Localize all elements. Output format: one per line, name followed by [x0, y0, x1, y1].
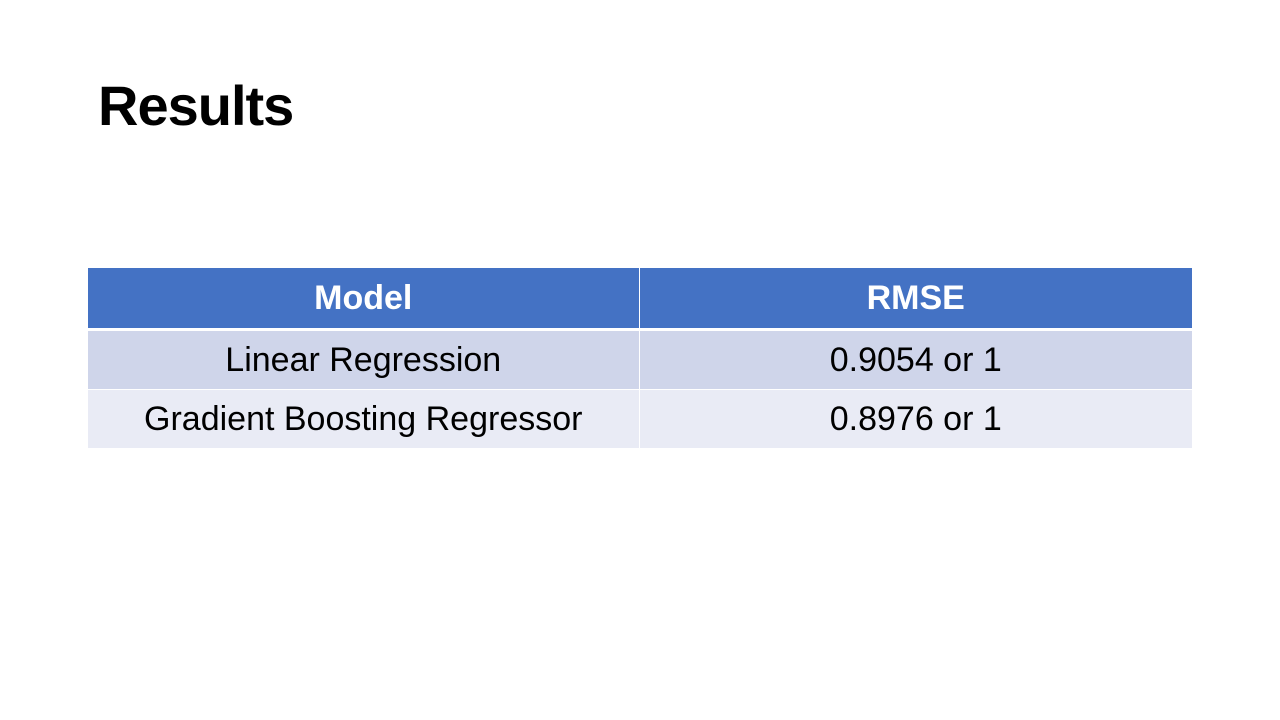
cell-rmse: 0.9054 or 1 [639, 330, 1192, 390]
header-model: Model [88, 268, 639, 330]
table-row [88, 390, 1192, 449]
cell-model: Gradient Boosting Regressor [88, 390, 639, 449]
slide-title: Results [98, 74, 294, 137]
header-rmse: RMSE [639, 268, 1192, 330]
cell-rmse: 0.8976 or 1 [639, 390, 1192, 449]
cell-model: Linear Regression [88, 330, 639, 390]
table-row [88, 330, 1192, 390]
table-header-row [88, 268, 1192, 330]
results-table [88, 268, 1192, 448]
